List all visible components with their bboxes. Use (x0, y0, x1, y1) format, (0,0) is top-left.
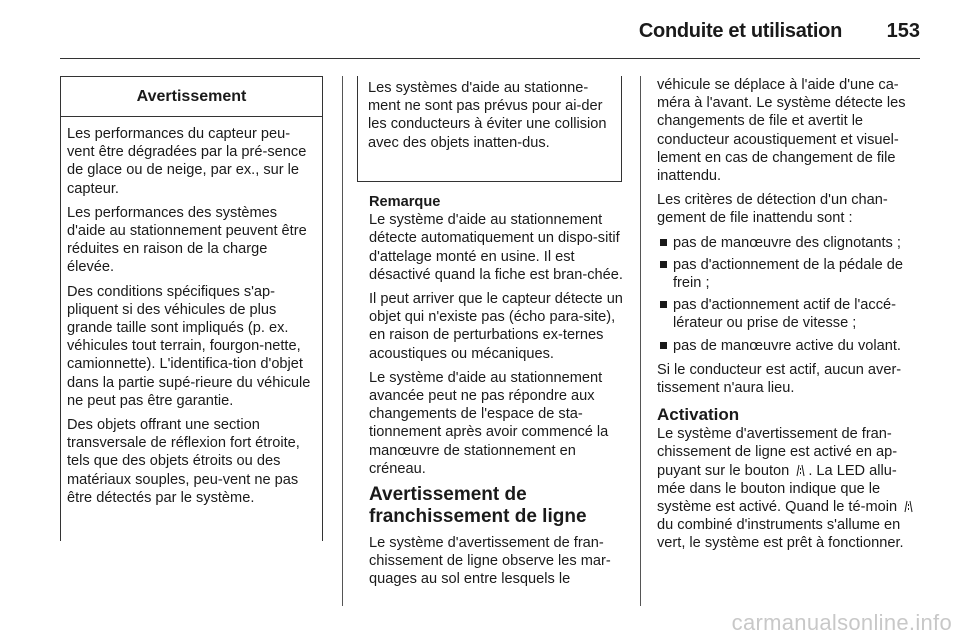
column-three (657, 76, 925, 559)
column-divider (640, 76, 641, 606)
warning-paragraph: Des objets offrant une section transversale de réflexion fort étroite, tels que des objets étroits ou des matériaux souples, peu-vent ne pas être détectés par le système. (67, 417, 300, 506)
activation-title: Activation (657, 405, 740, 425)
lane-departure-icon (903, 500, 914, 513)
warning-paragraph: Les performances des systèmes d'aide au stationnement peuvent être réduites en raison de la charge élevée. (67, 204, 307, 276)
active-driver-paragraph: Si le conducteur est actif, aucun aver-tissement n'aura lieu. (657, 361, 902, 397)
page-number: 153 (886, 20, 920, 42)
activation-paragraph: Le système d'avertissement de fran-chissement de ligne est activé en ap-puyant sur le bouton . La LED allu-mée dans le bouton indique que le système est activé. Quand le té-moin du combiné d'instruments s'allume en vert, le système est prêt à fonctionner. (657, 425, 925, 552)
bullet-square-icon (660, 261, 667, 268)
header-divider (60, 58, 920, 59)
section-title (369, 484, 625, 528)
watermark: carmanualsonline.info (731, 610, 952, 635)
note-paragraph: Le système d'aide au stationnement avancée peut ne pas répondre aux changements de l'espace de sta-tionnement après avoir commencé la manœuvre de stationnement en créneau. (369, 369, 609, 477)
list-item: pas d'actionnement de la pédale de frein ; (657, 256, 925, 292)
bullet-square-icon (660, 342, 667, 349)
bullet-square-icon (660, 239, 667, 246)
warning-paragraph: Les performances du capteur peu-vent être dégradées par la pré-sence de glace ou de neige, par ex., sur le capteur. (67, 126, 307, 197)
lane-departure-icon (795, 464, 806, 477)
section-title-line2: franchissement de ligne (369, 506, 587, 528)
page-header (0, 0, 960, 58)
warning-box (60, 76, 323, 541)
note-paragraph: Le système d'aide au stationnement détecte automatiquement un dispo-sitif d'attelage monté en usine. Il est désactivé quand la fiche est bran-chée. (369, 212, 623, 283)
warning-body (61, 117, 322, 507)
intro-paragraph: véhicule se déplace à l'aide d'une ca-méra à l'avant. Le système détecte les changements de file et avertit le conducteur acoustiquement et visuel-lement en cas de changement de file inattendu. (657, 77, 906, 185)
warning-continuation-box: Les systèmes d'aide au stationne-ment ne sont pas prévus pour ai-der les conducteurs à éviter une collision avec des objets inatten-dus. (357, 76, 622, 182)
column-divider (342, 76, 343, 606)
section-text: Le système d'avertissement de fran-chissement de ligne observe les mar-quages au sol entre lesquels le (369, 535, 611, 588)
list-item: pas de manœuvre active du volant. (657, 337, 925, 355)
list-item: pas d'actionnement actif de l'accé-lérateur ou prise de vitesse ; (657, 296, 925, 332)
criteria-lead: Les critères de détection d'un chan-gement de file inattendu sont : (657, 192, 888, 227)
page-title: Conduite et utilisation (638, 20, 842, 42)
warning-heading: Avertissement (61, 77, 322, 117)
bullet-square-icon (660, 301, 667, 308)
note-title: Remarque (369, 194, 441, 210)
list-item: pas de manœuvre des clignotants ; (657, 234, 925, 252)
warning-paragraph: Des conditions spécifiques s'ap-pliquent si des véhicules de plus grande taille sont impliqués (p. ex. véhicules tout terrain, fourgon-nette, camionnette). L'identifica-tion d'objet dans la partie supé-rieure du véhicule ne peut pas être garantie. (67, 283, 311, 409)
note-block (369, 193, 625, 595)
criteria-list (657, 234, 925, 355)
section-title-line1: Avertissement de (369, 484, 527, 506)
note-paragraph: Il peut arriver que le capteur détecte un objet qui n'existe pas (écho para-site), en raison de perturbations ex-ternes acoustiques ou mécaniques. (369, 291, 623, 362)
